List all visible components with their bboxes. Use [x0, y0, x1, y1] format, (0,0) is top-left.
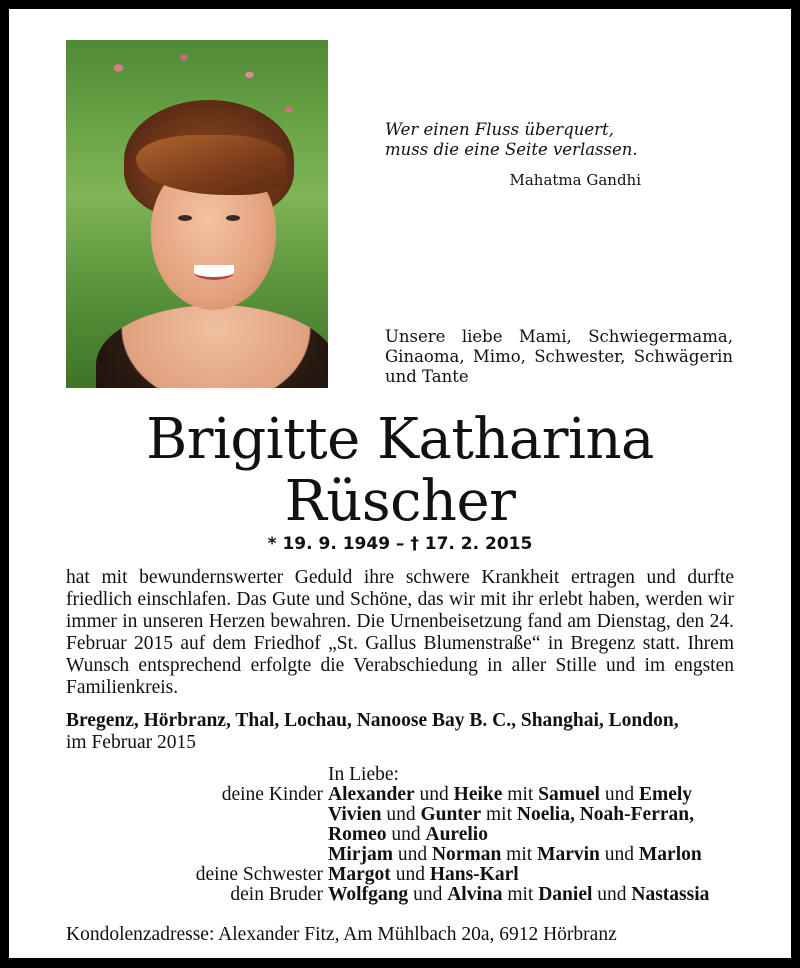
mourner-names: Romeo und Aurelio	[328, 824, 488, 845]
obituary-body: hat mit bewundernswerter Geduld ihre schwere Krankheit ertragen und durfte friedlich einschlafen. Das Gute und Schöne, das wir mit ihr erlebt haben, werden wir immer in unseren Herzen bewahren. Die Urnenbeisetzung fand am Dienstag, den 24. Februar 2015 auf dem Friedhof „St. Gallus Blumenstraße“ in Bregenz statt. Ihrem Wunsch entsprechend erfolgte die Verabschiedung in aller Stille und im engsten Familienkreis.	[66, 567, 734, 698]
intro-text: Unsere liebe Mami, Schwiegermama, Ginaoma, Mimo, Schwester, Schwägerin und Tante	[385, 327, 733, 386]
obituary-page	[9, 9, 791, 958]
mourner-row	[9, 865, 791, 885]
mourner-row	[9, 885, 791, 905]
condolence-address: Kondolenzadresse: Alexander Fitz, Am Mühlbach 20a, 6912 Hörbranz	[66, 924, 617, 945]
portrait-photo	[66, 40, 328, 388]
mourners-block	[9, 765, 791, 905]
mourner-row	[9, 785, 791, 805]
life-dates: * 19. 9. 1949 – † 17. 2. 2015	[267, 534, 533, 554]
mourner-names: Mirjam und Norman mit Marvin und Marlon	[328, 844, 702, 865]
mourner-relation	[9, 805, 328, 825]
quote-line-2: muss die eine Seite verlassen.	[385, 140, 638, 159]
places-locations: Bregenz, Hörbranz, Thal, Lochau, Nanoose Bay B. C., Shanghai, London,	[66, 710, 679, 731]
mourner-relation	[9, 845, 328, 865]
mourner-names: Alexander und Heike mit Samuel und Emely	[328, 784, 693, 805]
mourner-relation: deine Schwester	[195, 864, 323, 885]
quote-author: Mahatma Gandhi	[509, 171, 641, 189]
quote-line-1: Wer einen Fluss überquert,	[385, 120, 614, 139]
photo-smile	[194, 265, 234, 280]
mourner-relation: dein Bruder	[230, 884, 323, 905]
mourners-heading-row	[9, 765, 791, 785]
mourner-names: Vivien und Gunter mit Noelia, Noah-Ferran,	[328, 804, 694, 825]
mourner-relation	[9, 825, 328, 845]
mourner-row	[9, 805, 791, 825]
places-date: im Februar 2015	[66, 732, 196, 753]
mourner-names: Margot und Hans-Karl	[328, 864, 519, 885]
photo-eye-left	[178, 215, 192, 221]
deceased-name-line-2: Rüscher	[284, 469, 516, 534]
mourner-row	[9, 845, 791, 865]
mourner-relation: deine Kinder	[221, 784, 323, 805]
mourners-heading: In Liebe:	[328, 764, 399, 785]
mourner-names: Wolfgang und Alvina mit Daniel und Nastassia	[328, 884, 710, 905]
mourners-list	[9, 785, 791, 905]
photo-eye-right	[226, 215, 240, 221]
mourner-row	[9, 825, 791, 845]
photo-shoulders	[96, 305, 328, 388]
places-block	[66, 710, 746, 754]
quote	[385, 120, 735, 160]
deceased-name-line-1: Brigitte Katharina	[146, 407, 654, 472]
